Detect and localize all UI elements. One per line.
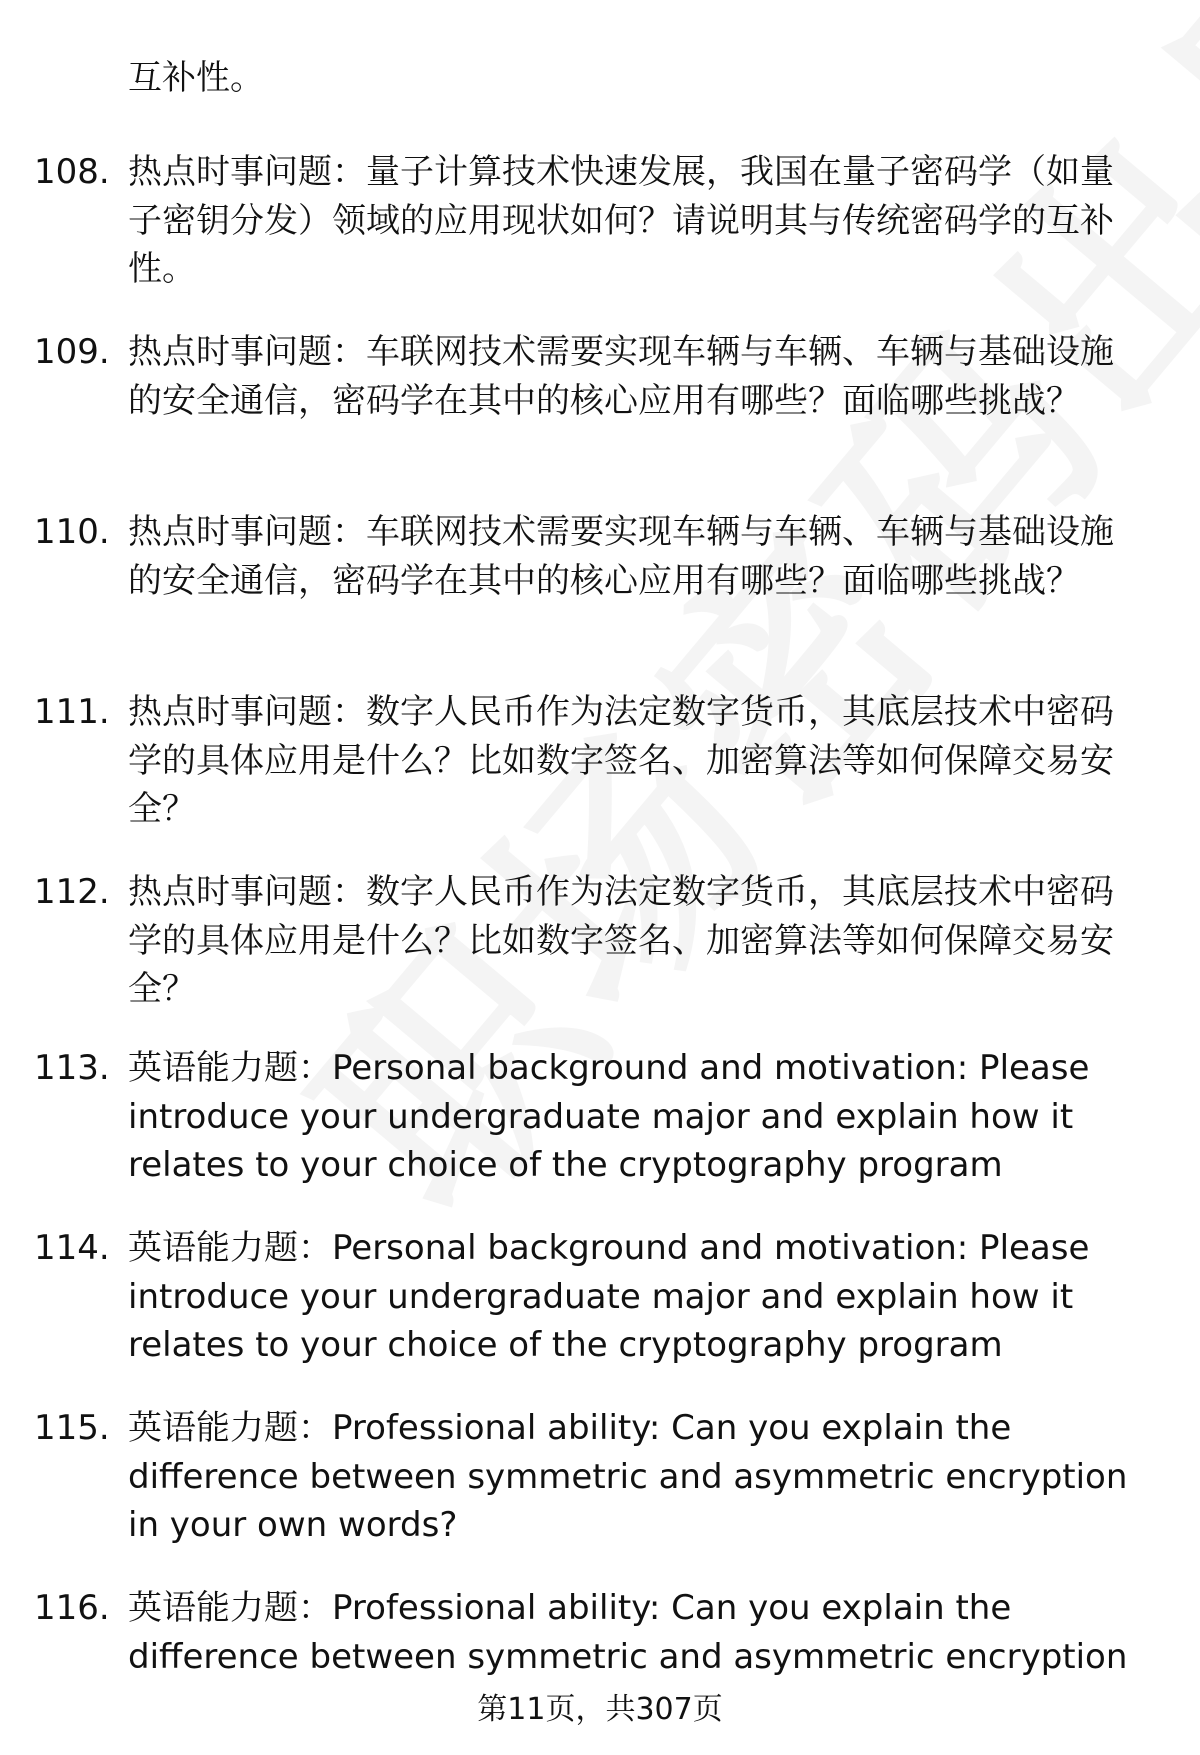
question-item (0, 868, 1200, 1018)
question-number: 113. (34, 1048, 110, 1088)
question-number: 111. (34, 692, 110, 732)
question-number: 112. (34, 872, 110, 912)
question-text: 英语能力题：Personal background and motivation: Please introduce your undergraduate major and explain how it relates to your choice of the cryptography program (128, 1228, 1090, 1365)
question-item (0, 1404, 1200, 1554)
question-text: 热点时事问题：车联网技术需要实现车辆与车辆、车辆与基础设施的安全通信，密码学在其中的核心应用有哪些？面临哪些挑战？ (128, 512, 1114, 601)
question-number: 115. (34, 1408, 110, 1448)
question-text: 英语能力题：Personal background and motivation: Please introduce your undergraduate major and explain how it relates to your choice of the cryptography program (128, 1048, 1090, 1185)
question-number: 108. (34, 152, 110, 192)
question-text: 热点时事问题：数字人民币作为法定数字货币，其底层技术中密码学的具体应用是什么？比如数字签名、加密算法等如何保障交易安全？ (128, 872, 1114, 1009)
question-number: 116. (34, 1588, 110, 1628)
question-text: 英语能力题：Professional ability: Can you explain the difference between symmetric and asymmetric encryption (128, 1588, 1128, 1677)
page-footer: 第11页，共307页 (477, 1692, 723, 1727)
question-text: 热点时事问题：车联网技术需要实现车辆与车辆、车辆与基础设施的安全通信，密码学在其中的核心应用有哪些？面临哪些挑战？ (128, 332, 1114, 421)
question-item (0, 1584, 1200, 1684)
carryover-text: 互补性。 (128, 58, 264, 98)
question-item (0, 688, 1200, 838)
question-number: 110. (34, 512, 110, 552)
question-item (0, 1224, 1200, 1374)
question-number: 109. (34, 332, 110, 372)
question-text: 英语能力题：Professional ability: Can you explain the difference between symmetric and asymmetric encryption in your own words? (128, 1408, 1128, 1545)
question-item (0, 508, 1200, 658)
question-item (0, 1044, 1200, 1194)
question-item (0, 148, 1200, 298)
question-text: 热点时事问题：量子计算技术快速发展，我国在量子密码学（如量子密钥分发）领域的应用现状如何？请说明其与传统密码学的互补性。 (128, 152, 1114, 289)
question-item (0, 328, 1200, 478)
question-text: 热点时事问题：数字人民币作为法定数字货币，其底层技术中密码学的具体应用是什么？比如数字签名、加密算法等如何保障交易安全？ (128, 692, 1114, 829)
question-number: 114. (34, 1228, 110, 1268)
